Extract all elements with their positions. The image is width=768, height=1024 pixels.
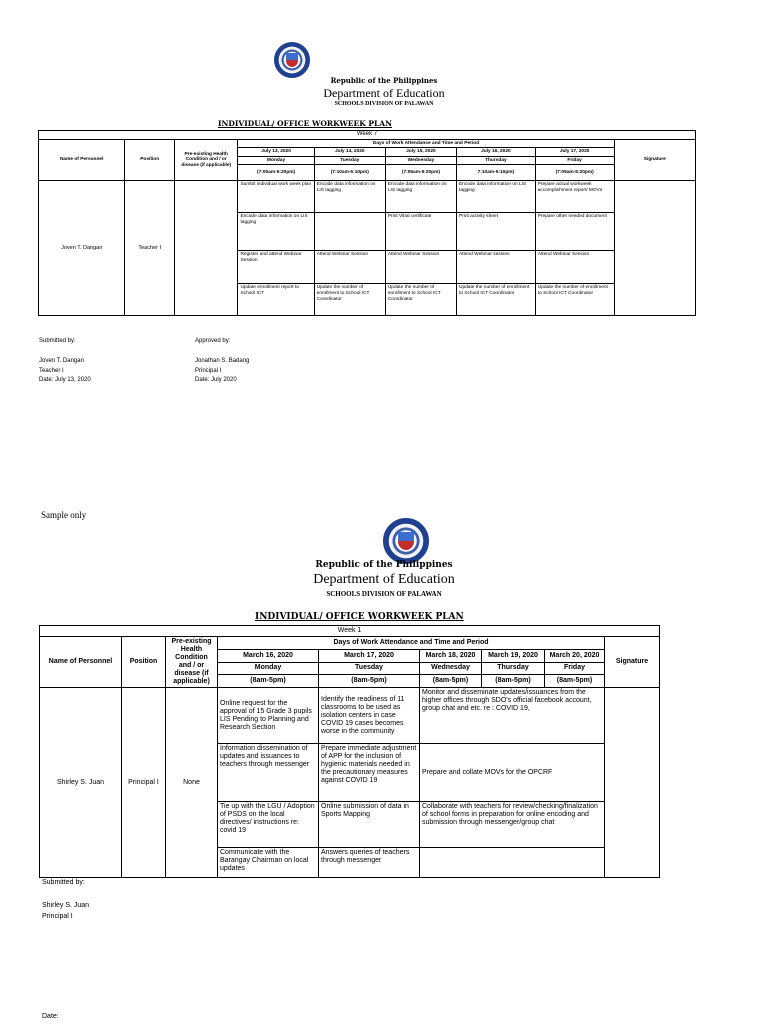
doc1-approved-position: Principal I xyxy=(195,368,222,374)
doc2-date: March 19, 2020 xyxy=(482,649,545,662)
doc1-day: Monday xyxy=(238,156,314,165)
doc1-submitted-position: Teacher I xyxy=(39,368,64,374)
doc2-day: Monday xyxy=(218,662,319,675)
doc2-day: Tuesday xyxy=(319,662,420,675)
doc2-task: Prepare immediate adjustment of APP for the inclusion of hygienic materials needed in the precautionary measures against COVID 19 xyxy=(319,744,420,802)
doc2-col-name: Name of Personnel xyxy=(40,637,122,688)
doc1-days-header: Days of Work Attendance and Time and Period xyxy=(238,139,614,148)
doc1-task: Encode data information on LIS tagging xyxy=(385,181,456,213)
doc1-task: Update the number of enrollment to School ICT Coordinator xyxy=(535,284,614,316)
doc2-submitted-name: Shirley S. Juan xyxy=(42,902,90,909)
doc1-date: July 16, 2020 xyxy=(456,148,535,157)
doc2-col-position: Position xyxy=(122,637,166,688)
doc2-day: Thursday xyxy=(482,662,545,675)
doc2-days-header: Days of Work Attendance and Time and Period xyxy=(218,637,605,650)
doc1-task: Attend Webinar session xyxy=(456,251,535,284)
doc2-task: Prepare and collate MOVs for the OPCRF xyxy=(420,744,605,802)
doc1-time: 7:10am-5:10pm) xyxy=(456,165,535,181)
doc1-day: Tuesday xyxy=(314,156,385,165)
doc1-approved-name: Jonathan S. Badang xyxy=(195,358,250,364)
doc1-task: Prepare actual workweek accomplishment report/ MOVs xyxy=(535,181,614,213)
doc2-time: (8am-5pm) xyxy=(218,675,319,688)
doc2-task: Monitor and disseminate updates/issuances from the higher offices through SDO's official facebook account, group chat and etc. re : COVID 19, xyxy=(420,688,605,744)
doc1-task: Update the number of enrollment to School ICT Coordinator xyxy=(385,284,456,316)
doc2-position: Principal I xyxy=(122,688,166,878)
doc1-task: Encode data information on LIS tagging xyxy=(456,181,535,213)
doc1-department: Department of Education xyxy=(323,86,445,100)
doc2-time: (8am-5pm) xyxy=(545,675,605,688)
sample-note: Sample only xyxy=(41,510,87,520)
doc2-col-signature: Signature xyxy=(605,637,660,688)
doc1-signature xyxy=(614,181,695,316)
doc1-task: Attend Webinar Session xyxy=(385,251,456,284)
doc1-position: Teacher I xyxy=(125,181,175,316)
doc1-date: July 14, 2020 xyxy=(314,148,385,157)
doc2-personnel-name: Shirley S. Juan xyxy=(40,688,122,878)
doc2-date: March 17, 2020 xyxy=(319,649,420,662)
doc2-task: Communicate with the Barangay Chairman on local updates xyxy=(218,848,319,878)
doc2-task: Tie up with the LGU / Adoption of PSDS on the local directives/ instructions re: covid 19 xyxy=(218,802,319,848)
doc1-approved-date: Date: July 2020 xyxy=(195,377,237,383)
doc1-task: Attend Webinar Session xyxy=(314,251,385,284)
doc1-task: Encode data information on LIS tagging xyxy=(314,181,385,213)
doc1-task: Update the number of enrollment to School ICT Coordinator xyxy=(456,284,535,316)
doc1-task: Attend Webinar Session xyxy=(535,251,614,284)
doc1-day: Thursday xyxy=(456,156,535,165)
doc1-plan-title: INDIVIDUAL/ OFFICE WORKWEEK PLAN xyxy=(218,119,392,128)
doc1-task: Update enrollment report to School ICT xyxy=(238,284,314,316)
doc1-col-health: Pre-existing Health Condition and / or disease (if applicable) xyxy=(174,139,238,181)
doc1-task: Register and attend Webinar Session xyxy=(238,251,314,284)
doc1-task: Sumbit individual work week plan xyxy=(238,181,314,213)
doc2-task xyxy=(420,848,605,878)
doc2-health: None xyxy=(166,688,218,878)
doc2-plan-title: INDIVIDUAL/ OFFICE WORKWEEK PLAN xyxy=(255,612,464,622)
doc2-task: Answers queries of teachers through messenger xyxy=(319,848,420,878)
doc1-task xyxy=(314,213,385,251)
doc1-personnel-name: Joven T. Dangan xyxy=(39,181,125,316)
doc2-time: (8am-5pm) xyxy=(482,675,545,688)
doc2-division: SCHOOLS DIVISION OF PALAWAN xyxy=(326,590,442,598)
doc2-col-health: Pre-existing Health Condition and / or disease (if applicable) xyxy=(166,637,218,688)
deped-seal xyxy=(383,518,429,564)
doc1-task: Print Vibal certificate xyxy=(385,213,456,251)
doc2-signature xyxy=(605,688,660,878)
doc2-day: Wednesday xyxy=(420,662,482,675)
doc1-col-name: Name of Personnel xyxy=(39,139,125,181)
doc1-country: Republic of the Philippines xyxy=(330,76,438,85)
doc1-time: (7:10am-5:10pm) xyxy=(314,165,385,181)
doc2-task: Collaborate with teachers for review/checking/finalization of school forms in preparation for online encoding and submission through messenger/group chat xyxy=(420,802,605,848)
doc2-task: Online request for the approval of 15 Grade 3 pupils LIS Pending to Planning and Research Section xyxy=(218,688,319,744)
doc2-date-label: Date: xyxy=(42,1013,59,1020)
doc1-time: (7:05am-5:20pm) xyxy=(535,165,614,181)
doc2-date: March 16, 2020 xyxy=(218,649,319,662)
doc1-health xyxy=(174,181,238,316)
doc1-division: SCHOOLS DIVISION OF PALAWAN xyxy=(334,101,434,107)
doc2-submitted-label: Submitted by: xyxy=(42,879,85,886)
doc1-day: Wednesday xyxy=(385,156,456,165)
doc2-date: March 18, 2020 xyxy=(420,649,482,662)
doc1-task: Prepare other needed document xyxy=(535,213,614,251)
doc2-time: (8am-5pm) xyxy=(420,675,482,688)
doc2-task: Information dissemination of updates and issuances to teachers through messenger xyxy=(218,744,319,802)
doc1-col-signature: Signature xyxy=(614,139,695,181)
doc1-day: Friday xyxy=(535,156,614,165)
doc1-col-position: Position xyxy=(125,139,175,181)
doc1-week-label: Week 7 xyxy=(39,131,696,140)
doc1-task: Update the number of enrollment to School ICT Coordinator xyxy=(314,284,385,316)
doc1-task: Print activity sheet xyxy=(456,213,535,251)
doc2-country: Republic of the Philippines xyxy=(315,560,453,570)
doc2-day: Friday xyxy=(545,662,605,675)
doc1-date: July 13, 2020 xyxy=(238,148,314,157)
doc1-submitted-date: Date: July 13, 2020 xyxy=(39,377,91,383)
doc1-submitted-name: Joven T. Dangan xyxy=(39,358,84,364)
doc2-submitted-position: Principal I xyxy=(42,913,73,920)
doc2-time: (8am-5pm) xyxy=(319,675,420,688)
doc1-time: (7:05am-5:20pm) xyxy=(385,165,456,181)
doc2-week-label: Week 1 xyxy=(40,626,660,637)
doc2-department: Department of Education xyxy=(313,572,455,587)
deped-seal xyxy=(274,42,310,78)
doc1-workweek-table xyxy=(38,130,696,316)
doc2-task: Online submission of data in Sports Mapping xyxy=(319,802,420,848)
doc1-approved-label: Approved by: xyxy=(195,338,231,344)
doc1-submitted-label: Submitted by: xyxy=(39,338,76,344)
doc1-date: July 15, 2020 xyxy=(385,148,456,157)
doc2-date: March 20, 2020 xyxy=(545,649,605,662)
doc1-task: Encode data information on LIS tagging xyxy=(238,213,314,251)
doc1-time: (7:00am-5:20pm) xyxy=(238,165,314,181)
doc2-workweek-table xyxy=(39,625,660,878)
doc2-task: Identify the readiness of 11 classrooms to be used as isolation centers in case COVID 19 cases becomes worse in the community xyxy=(319,688,420,744)
doc1-date: July 17, 2020 xyxy=(535,148,614,157)
